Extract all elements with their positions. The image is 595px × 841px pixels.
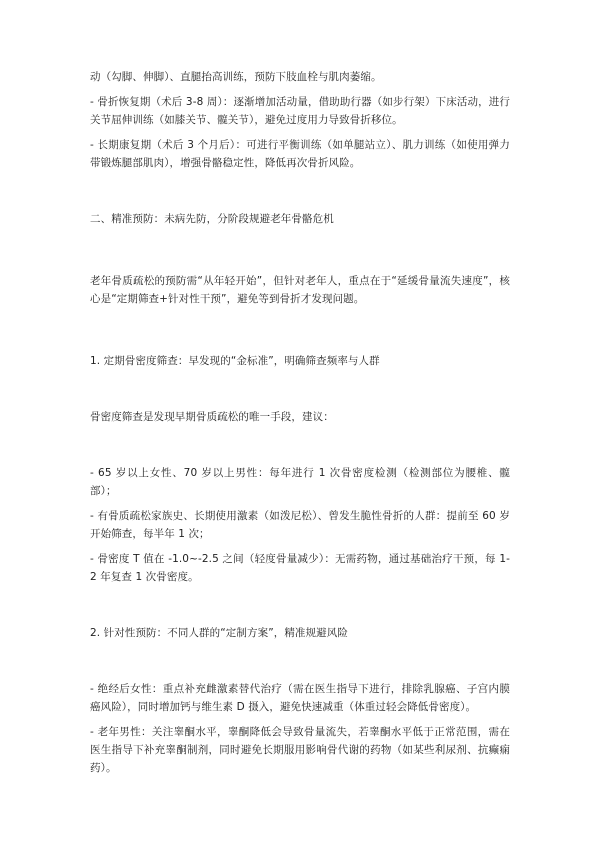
list-item-postmenopausal-women: - 绝经后女性：重点补充雌激素替代治疗（需在医生指导下进行，排除乳腺癌、子宫内膜癌风险），同时增加钙与维生素 D 摄入，避免快速减重（体重过轻会降低骨密度）。 (90, 683, 510, 713)
paragraph-rehab-early-cont: 动（勾脚、伸脚）、直腿抬高训练，预防下肢血栓与肌肉萎缩。 (90, 71, 382, 83)
list-item-elderly-men: - 老年男性：关注睾酮水平，睾酮降低会导致骨量流失，若睾酮水平低于正常范围，需在医生指导下补充睾酮制剂，同时避免长期服用影响骨代谢的药物（如某些利尿剂、抗癫痫药）。 (90, 726, 510, 774)
list-item-recovery-phase: - 骨折恢复期（术后 3-8 周）：逐渐增加活动量，借助助行器（如步行架）下床活动，进行关节屈伸训练（如膝关节、髋关节），避免过度用力导致骨折移位。 (90, 96, 510, 126)
subheading-bmd-screening: 1. 定期骨密度筛查：早发现的“金标准”，明确筛查频率与人群 (90, 355, 380, 367)
list-item-long-term-rehab: - 长期康复期（术后 3 个月后）：可进行平衡训练（如单腿站立）、肌力训练（如使用弹力带锻炼腿部肌肉），增强骨骼稳定性，降低再次骨折风险。 (90, 139, 510, 169)
section-heading-prevention: 二、精准预防：未病先防，分阶段规避老年骨骼危机 (90, 213, 334, 225)
subheading-targeted-prevention: 2. 针对性预防：不同人群的“定制方案”，精准规避风险 (90, 627, 348, 639)
paragraph-prevention-intro: 老年骨质疏松的预防需“从年轻开始”，但针对老年人，重点在于“延缓骨量流失速度”，核心是“定期筛查+针对性干预”，避免等到骨折才发现问题。 (90, 275, 510, 305)
list-item-screening-tscore: - 骨密度 T 值在 -1.0~-2.5 之间（轻度骨量减少）：无需药物，通过基础治疗干预，每 1-2 年复查 1 次骨密度。 (90, 553, 510, 583)
list-item-screening-risk: - 有骨质疏松家族史、长期使用激素（如泼尼松）、曾发生脆性骨折的人群：提前至 60 岁开始筛查，每半年 1 次； (90, 510, 510, 540)
list-item-screening-age: - 65 岁以上女性、70 岁以上男性：每年进行 1 次骨密度检测（检测部位为腰椎、髋部）； (90, 467, 510, 497)
document-body (90, 68, 510, 777)
paragraph-screening-intro: 骨密度筛查是发现早期骨质疏松的唯一手段，建议： (90, 411, 334, 423)
